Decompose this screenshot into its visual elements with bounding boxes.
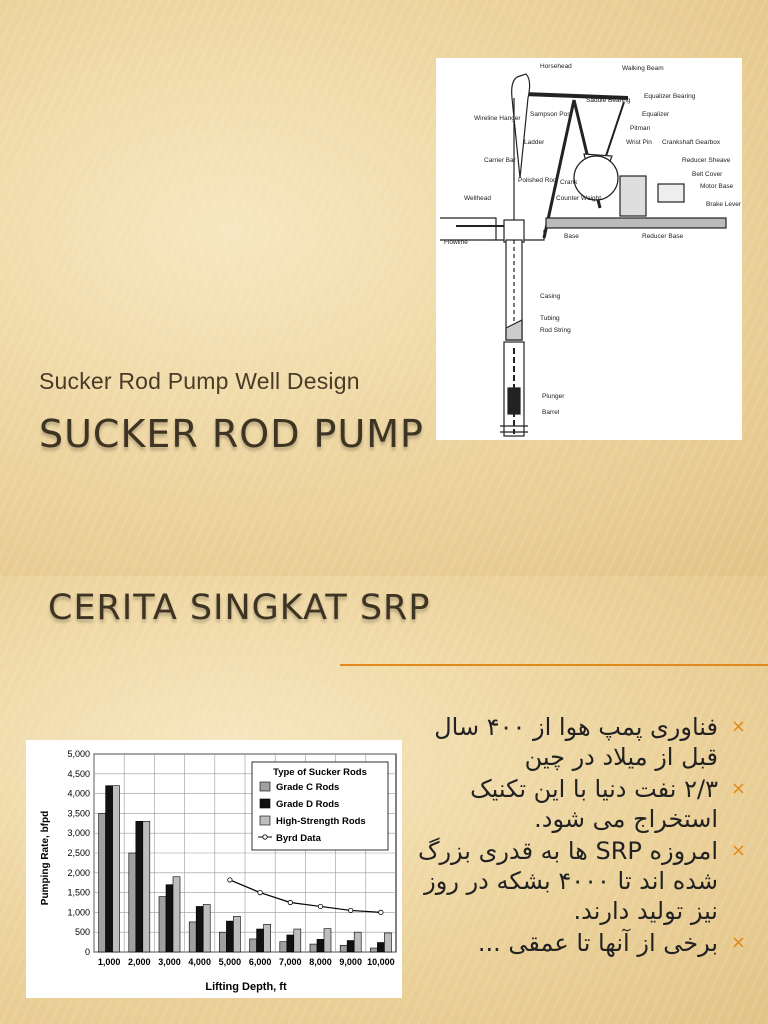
- label-equalizer-bearing: Equalizer Bearing: [644, 93, 696, 100]
- bar-high-strength-rods: [324, 929, 331, 952]
- bar-grade-d-rods: [287, 935, 294, 952]
- bar-grade-c-rods: [250, 939, 257, 952]
- label-barrel: Barrel: [542, 409, 560, 416]
- legend-title: Type of Sucker Rods: [273, 767, 367, 778]
- y-tick-label: 1,000: [67, 907, 90, 918]
- slide-title: SUCKER ROD PUMP: [39, 412, 424, 456]
- bar-high-strength-rods: [203, 904, 210, 952]
- legend-label: Byrd Data: [276, 833, 321, 844]
- x-tick-label: 10,000: [367, 957, 395, 967]
- label-wireline-hanger: Wireline Hanger: [474, 115, 521, 122]
- content-slide: [0, 576, 768, 1024]
- y-tick-label: 4,500: [67, 768, 90, 779]
- bar-grade-d-rods: [317, 939, 324, 952]
- bar-grade-d-rods: [136, 821, 143, 952]
- bar-high-strength-rods: [354, 932, 361, 952]
- bar-grade-d-rods: [196, 906, 203, 952]
- label-plunger: Plunger: [542, 393, 565, 400]
- label-carrier-bar: Carrier Bar: [484, 157, 516, 164]
- legend-marker: [263, 835, 267, 839]
- y-tick-label: 2,500: [67, 848, 90, 858]
- bar-grade-c-rods: [99, 813, 106, 952]
- pumping-rate-chart: [26, 740, 402, 998]
- x-tick-label: 7,000: [279, 957, 302, 967]
- x-tick-label: 9,000: [339, 957, 362, 967]
- pump-diagram: [436, 58, 742, 440]
- bar-high-strength-rods: [233, 916, 240, 952]
- y-tick-label: 5,000: [67, 749, 90, 759]
- y-tick-label: 0: [84, 947, 90, 957]
- bullet-list: [412, 712, 752, 960]
- bar-high-strength-rods: [264, 924, 271, 952]
- bar-grade-c-rods: [280, 942, 287, 952]
- legend-label: Grade C Rods: [276, 782, 340, 793]
- byrd-data-point: [349, 908, 353, 912]
- label-reducer-base: Reducer Base: [642, 233, 684, 240]
- bar-grade-c-rods: [189, 922, 196, 952]
- byrd-data-point: [379, 910, 383, 914]
- bar-high-strength-rods: [143, 821, 150, 952]
- x-tick-label: 3,000: [158, 957, 181, 967]
- slide2-title: CERITA SINGKAT SRP: [48, 588, 431, 628]
- label-brake-lever: Brake Lever: [706, 201, 742, 208]
- bullet-marker: ×: [730, 778, 746, 799]
- label-crank: Crank: [560, 179, 578, 186]
- bar-grade-d-rods: [377, 942, 384, 952]
- bullet-marker: ×: [730, 932, 746, 953]
- legend-swatch: [260, 799, 270, 808]
- y-tick-label: 1,500: [67, 887, 90, 898]
- label-walking-beam: Walking Beam: [622, 65, 664, 72]
- y-tick-label: 3,500: [67, 808, 90, 819]
- label-counter-weight: Counter Weight: [556, 195, 602, 202]
- label-wellhead: Wellhead: [464, 195, 491, 202]
- bar-high-strength-rods: [113, 786, 120, 952]
- label-pitman: Pitman: [630, 125, 651, 132]
- bar-high-strength-rods: [384, 933, 391, 952]
- byrd-data-point: [228, 878, 232, 882]
- label-equalizer: Equalizer: [642, 111, 670, 118]
- bullet-item: × امروزه SRP ها به قدری بزرگ شده اند تا ۴۰۰۰ بشکه در روز نیز تولید دارند.: [417, 837, 746, 925]
- bullet-item: × فناوری پمپ هوا از ۴۰۰ سال قبل از میلاد در چین: [434, 713, 746, 771]
- label-rod-string: Rod String: [540, 327, 571, 334]
- bullet-marker: ×: [730, 716, 746, 737]
- x-tick-label: 4,000: [188, 957, 211, 967]
- x-tick-label: 2,000: [128, 957, 151, 967]
- label-reducer-sheave: Reducer Sheave: [682, 157, 731, 164]
- bullet-item: × ۲/۳ نفت دنیا با این تکنیک استخراج می شود.: [470, 775, 746, 833]
- pump-diagram-svg: [436, 58, 742, 440]
- bar-high-strength-rods: [294, 929, 301, 952]
- bullet-item: × برخی از آنها تا عمقی ...: [477, 929, 746, 957]
- y-tick-label: 3,000: [67, 828, 90, 839]
- label-horsehead: Horsehead: [540, 63, 572, 70]
- slide-subtitle: Sucker Rod Pump Well Design: [39, 368, 360, 394]
- label-wrist-pin: Wrist Pin: [626, 139, 652, 146]
- chart-ylabel: Pumping Rate, bfpd: [40, 810, 51, 906]
- legend-swatch: [260, 816, 270, 825]
- bar-grade-c-rods: [340, 945, 347, 952]
- x-tick-label: 8,000: [309, 957, 332, 967]
- title-rule: [340, 664, 768, 666]
- label-casing: Casing: [540, 293, 561, 300]
- label-belt-cover: Belt Cover: [692, 171, 723, 178]
- label-crankshaft-gearbox: Crankshaft Gearbox: [662, 139, 721, 146]
- bar-grade-c-rods: [219, 932, 226, 952]
- bar-grade-c-rods: [129, 853, 136, 952]
- x-tick-label: 1,000: [97, 957, 121, 967]
- byrd-data-point: [258, 890, 262, 894]
- bullet-marker: ×: [730, 840, 746, 861]
- label-flowline: Flowline: [444, 239, 468, 246]
- chart-xlabel: Lifting Depth, ft: [205, 981, 287, 993]
- legend-label: Grade D Rods: [276, 799, 340, 810]
- byrd-data-point: [318, 904, 322, 908]
- legend-label: High-Strength Rods: [276, 816, 366, 827]
- bar-grade-d-rods: [226, 921, 233, 952]
- bar-grade-c-rods: [310, 944, 317, 952]
- bar-grade-d-rods: [106, 786, 113, 952]
- x-tick-label: 5,000: [218, 957, 242, 967]
- chart-svg: [26, 740, 402, 998]
- label-polished-rod: Polished Rod: [518, 177, 557, 184]
- y-tick-label: 4,000: [67, 788, 90, 799]
- byrd-data-point: [288, 900, 292, 904]
- bar-grade-c-rods: [370, 948, 377, 952]
- label-ladder: Ladder: [524, 139, 545, 146]
- legend-swatch: [260, 782, 270, 791]
- bar-grade-d-rods: [257, 929, 264, 952]
- label-tubing: Tubing: [540, 315, 560, 322]
- label-sampson-post: Sampson Post: [530, 111, 573, 118]
- bar-grade-d-rods: [347, 941, 354, 952]
- y-tick-label: 2,000: [67, 867, 90, 878]
- y-tick-label: 500: [74, 927, 90, 938]
- x-tick-label: 6,000: [248, 957, 272, 967]
- bar-high-strength-rods: [173, 877, 180, 952]
- bar-grade-c-rods: [159, 897, 166, 952]
- bar-grade-d-rods: [166, 885, 173, 952]
- label-motor-base: Motor Base: [700, 183, 734, 190]
- label-base: Base: [564, 233, 579, 240]
- label-saddle-bearing: Saddle Bearing: [586, 97, 631, 104]
